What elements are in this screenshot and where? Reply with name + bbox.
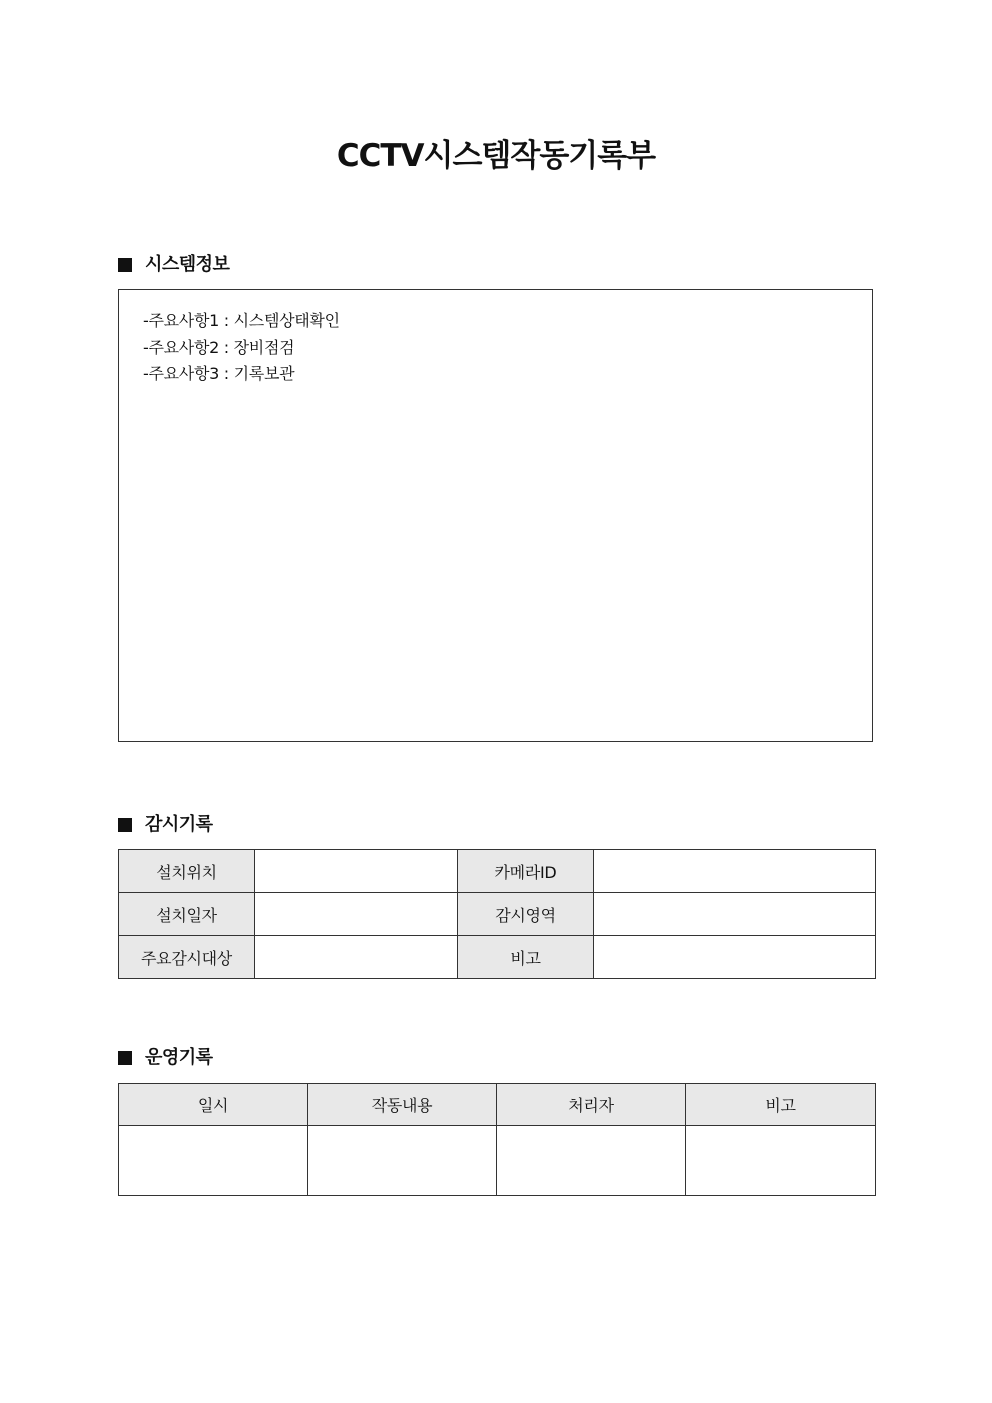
page-title: CCTV시스템작동기록부 (336, 138, 656, 174)
monitoring-record-table (118, 849, 876, 979)
handler-cell[interactable] (497, 1126, 686, 1196)
operation-record-table (118, 1083, 876, 1196)
section-heading-label: 운영기록 (145, 1047, 213, 1068)
section-heading-label: 시스템정보 (145, 254, 230, 275)
info-line: -주요사항1 : 시스템상태확인 (143, 311, 340, 330)
square-bullet-icon (118, 258, 132, 272)
table-header-row (119, 1084, 876, 1126)
operation-content-cell[interactable] (308, 1126, 497, 1196)
column-header: 일시 (119, 1084, 308, 1126)
table-row (119, 1126, 876, 1196)
field-label: 설치일자 (119, 893, 255, 936)
remarks-cell[interactable] (686, 1126, 876, 1196)
main-target-field[interactable] (255, 936, 458, 979)
field-label: 비고 (458, 936, 594, 979)
system-info-box (118, 289, 873, 742)
install-location-field[interactable] (255, 850, 458, 893)
datetime-cell[interactable] (119, 1126, 308, 1196)
field-label: 카메라ID (458, 850, 594, 893)
monitoring-area-field[interactable] (594, 893, 876, 936)
column-header: 비고 (686, 1084, 876, 1126)
section-heading-label: 감시기록 (145, 814, 213, 835)
section-heading-monitoring-record (118, 813, 213, 837)
table-row (119, 936, 876, 979)
square-bullet-icon (118, 818, 132, 832)
field-label: 설치위치 (119, 850, 255, 893)
field-label: 감시영역 (458, 893, 594, 936)
section-heading-system-info (118, 253, 229, 277)
info-line: -주요사항2 : 장비점검 (143, 337, 295, 357)
column-header: 작동내용 (308, 1084, 497, 1126)
remarks-field[interactable] (594, 936, 876, 979)
install-date-field[interactable] (255, 893, 458, 936)
section-heading-operation-record (118, 1046, 213, 1070)
table-row (119, 850, 876, 893)
square-bullet-icon (118, 1051, 132, 1065)
info-line: -주요사항3 : 기록보관 (143, 364, 295, 383)
camera-id-field[interactable] (594, 850, 876, 893)
table-row (119, 893, 876, 936)
column-header: 처리자 (497, 1084, 686, 1126)
field-label: 주요감시대상 (119, 936, 255, 979)
